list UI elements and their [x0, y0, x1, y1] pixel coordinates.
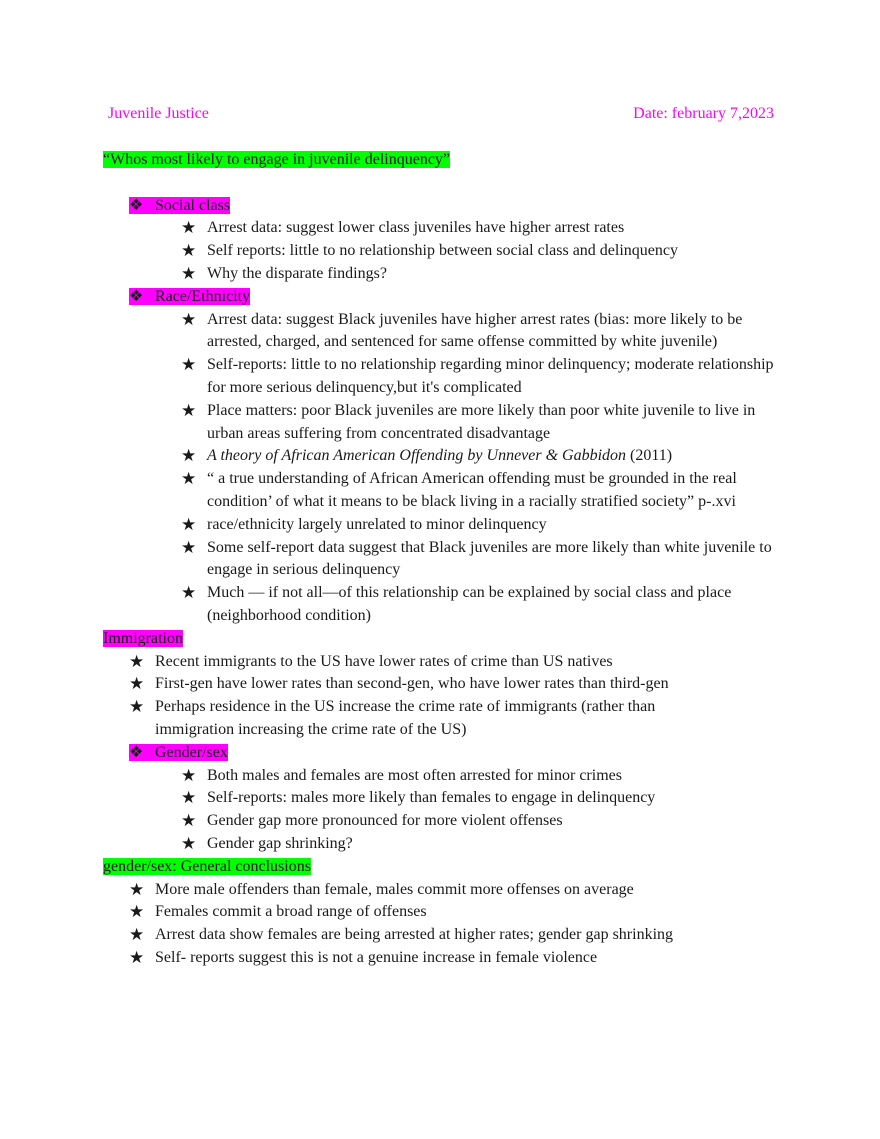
list-item: ★ Females commit a broad range of offenses [0, 901, 880, 924]
star-bullet-icon: ★ [129, 651, 145, 671]
section-heading-conclusions [0, 856, 880, 879]
list-item: ★ Self-reports: males more likely than females to engage in delinquency [0, 787, 880, 810]
section-heading-race [0, 286, 880, 309]
list-item: ★ Arrest data show females are being arrested at higher rates; gender gap shrinking [0, 924, 880, 947]
list-item: ★ Self reports: little to no relationship between social class and delinquency [0, 240, 880, 263]
list-item: ★ First-gen have lower rates than second-gen, who have lower rates than third-gen [0, 673, 880, 696]
star-bullet-icon: ★ [181, 218, 197, 238]
list-item: ★ Recent immigrants to the US have lower rates of crime than US natives [0, 651, 880, 674]
star-bullet-icon: ★ [181, 833, 197, 853]
star-bullet-icon: ★ [129, 879, 145, 899]
list-item: ★ Why the disparate findings? [0, 263, 880, 286]
list-item: ★ Much — if not all—of this relationship can be explained by social class and place (neighborhood condition) [181, 583, 732, 624]
section-heading-text: gender/sex: General conclusions [103, 857, 311, 875]
list-item: ★ Gender gap shrinking? [0, 833, 880, 856]
star-bullet-icon: ★ [181, 788, 197, 808]
star-bullet-icon: ★ [129, 947, 145, 967]
section-heading-text: Gender/sex [155, 743, 228, 761]
star-bullet-icon: ★ [181, 309, 197, 329]
list-item: ★ More male offenders than female, males commit more offenses on average [0, 879, 880, 902]
list-item: ★ Self-reports: little to no relationship regarding minor delinquency; moderate relationship for more serious delinquency,but it's complicated [181, 355, 774, 396]
star-bullet-icon: ★ [181, 241, 197, 261]
course-title: Juvenile Justice [108, 105, 209, 122]
list-item-book [0, 445, 880, 468]
section-heading-social-class [0, 195, 880, 218]
section-heading-immigration [0, 628, 880, 651]
list-item: ★ Some self-report data suggest that Black juveniles are more likely than white juvenile to engage in serious delinquency [181, 537, 772, 579]
star-bullet-icon: ★ [181, 355, 197, 375]
diamond-bullet-icon: ❖ [129, 196, 144, 214]
list-item: ★ Perhaps residence in the US increase the crime rate of immigrants (rather than immigration increasing the crime rate of the US) [129, 697, 656, 738]
star-bullet-icon: ★ [181, 583, 197, 603]
list-item: ★ “ a true understanding of African American offending must be grounded in the real condition’ of what it means to be black living in a racially stratified society” p-.xvi [181, 469, 737, 510]
list-item: ★ Self- reports suggest this is not a genuine increase in female violence [0, 947, 880, 970]
book-year: (2011) [626, 447, 673, 465]
notes-body [0, 149, 880, 970]
section-heading-text: Immigration [103, 629, 183, 647]
list-item: ★ Gender gap more pronounced for more violent offenses [0, 810, 880, 833]
diamond-bullet-icon: ❖ [129, 287, 144, 305]
list-item: ★ Both males and females are most often arrested for minor crimes [0, 765, 880, 788]
diamond-bullet-icon: ❖ [129, 743, 144, 761]
date-label: Date: february 7,2023 [633, 105, 774, 122]
main-question-text: “Whos most likely to engage in juvenile delinquency” [103, 151, 451, 168]
star-bullet-icon: ★ [129, 902, 145, 922]
section-heading-text: Race/Ethnicity [155, 287, 251, 305]
list-item: ★ race/ethnicity largely unrelated to minor delinquency [0, 514, 880, 537]
star-bullet-icon: ★ [129, 674, 145, 694]
list-item: ★ Place matters: poor Black juveniles are more likely than poor white juvenile to live in urban areas suffering from concentrated disadvantage [181, 400, 756, 442]
star-bullet-icon: ★ [181, 469, 197, 489]
star-bullet-icon: ★ [181, 446, 197, 466]
star-bullet-icon: ★ [181, 263, 197, 283]
list-item: ★ Arrest data: suggest lower class juveniles have higher arrest rates [0, 217, 880, 240]
star-bullet-icon: ★ [181, 765, 197, 785]
book-title: A theory of African American Offending by Unnever & Gabbidon [207, 447, 627, 465]
star-bullet-icon: ★ [181, 537, 197, 557]
main-question [0, 149, 880, 172]
section-heading-gender [0, 742, 880, 765]
list-item: ★ Arrest data: suggest Black juveniles have higher arrest rates (bias: more likely to be arrested, charged, and sentenced for same offense committed by white juvenile) [181, 309, 743, 351]
star-bullet-icon: ★ [129, 697, 145, 717]
star-bullet-icon: ★ [181, 514, 197, 534]
star-bullet-icon: ★ [181, 400, 197, 420]
star-bullet-icon: ★ [129, 925, 145, 945]
star-bullet-icon: ★ [181, 811, 197, 831]
section-heading-text: Social class [155, 196, 231, 214]
